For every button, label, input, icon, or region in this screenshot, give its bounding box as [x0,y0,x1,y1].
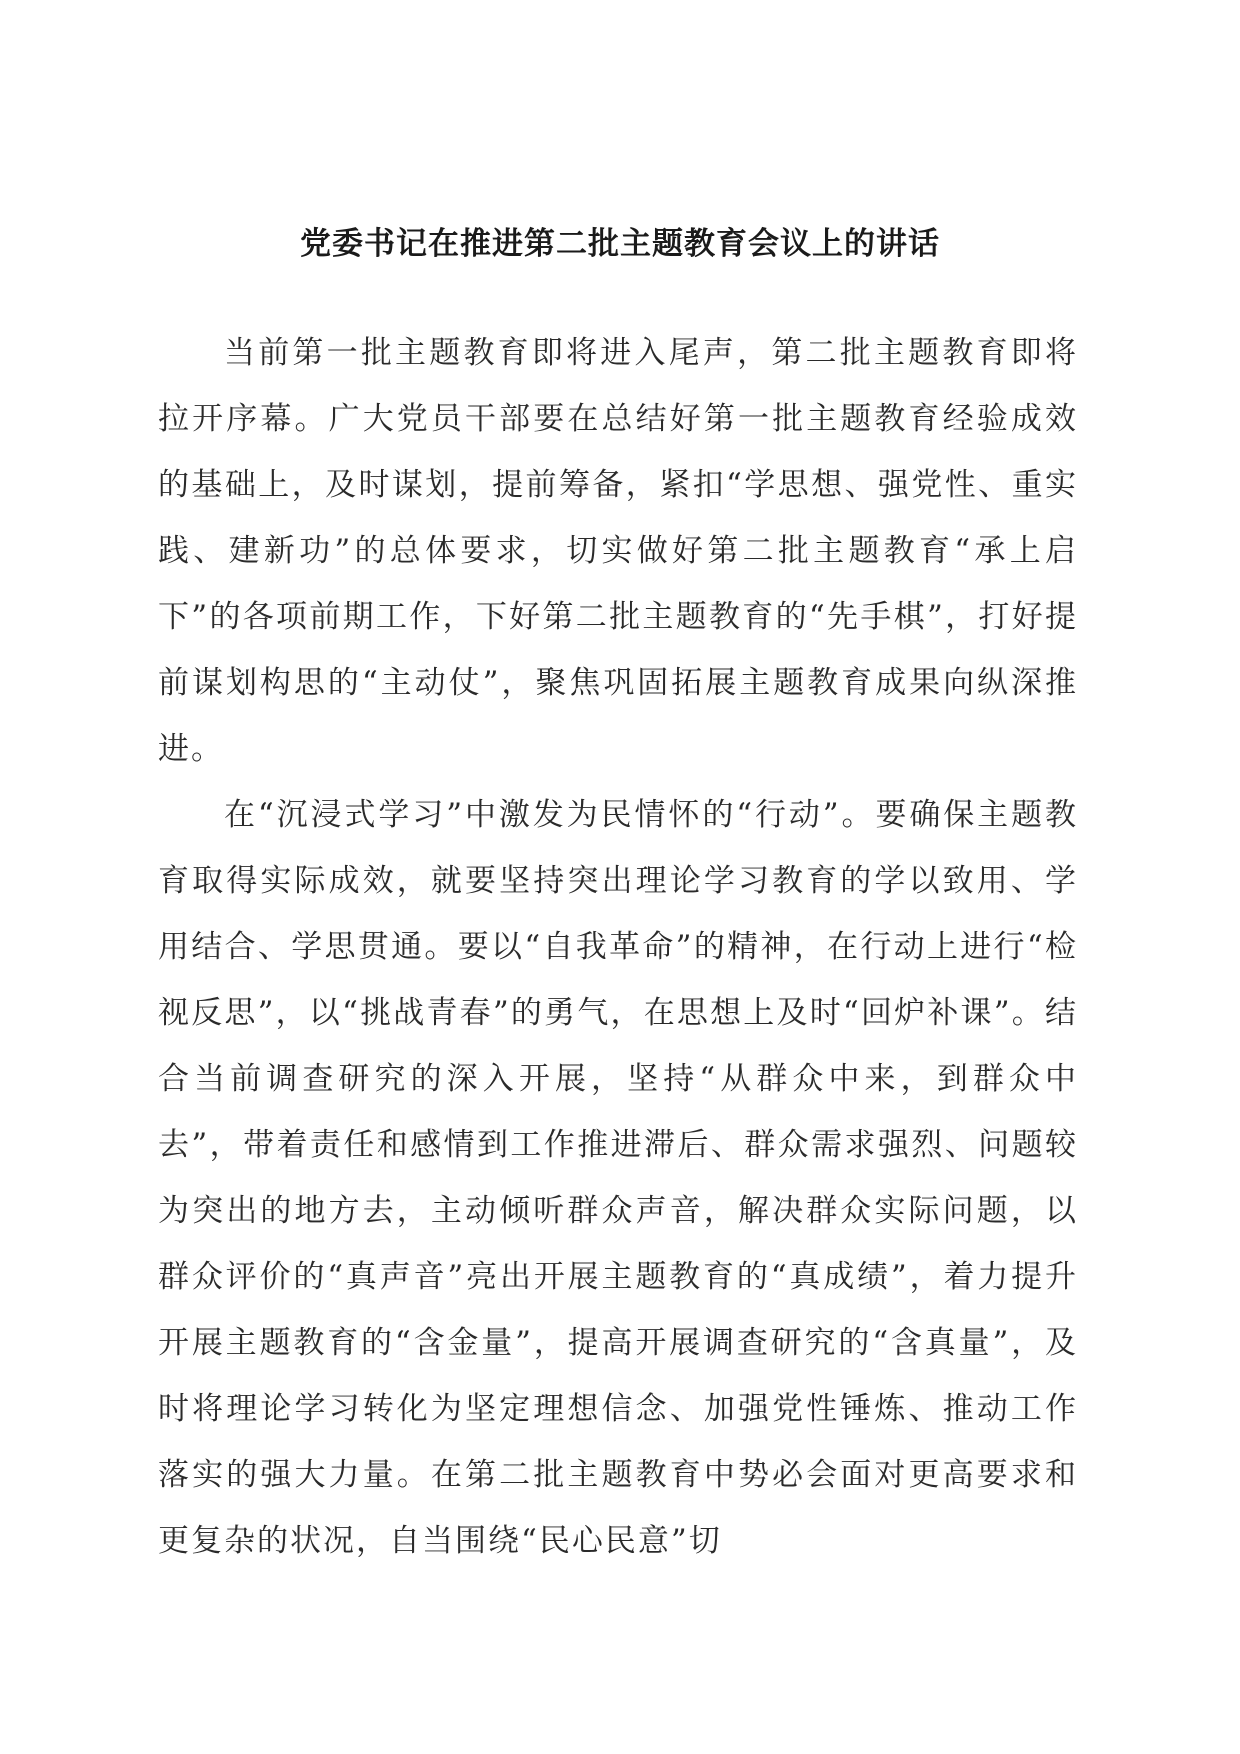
document-body [158,320,1078,1574]
document-title: 党委书记在推进第二批主题教育会议上的讲话 [300,226,940,262]
paragraph-1: 当前第一批主题教育即将进入尾声，第二批主题教育即将拉开序幕。广大党员干部要在总结好第一批主题教育经验成效的基础上，及时谋划，提前筹备，紧扣“学思想、强党性、重实践、建新功”的总体要求，切实做好第二批主题教育“承上启下”的各项前期工作，下好第二批主题教育的“先手棋”，打好提前谋划构思的“主动仗”，聚焦巩固拓展主题教育成果向纵深推进。 [158,335,1078,767]
paragraph-2: 在“沉浸式学习”中激发为民情怀的“行动”。要确保主题教育取得实际成效，就要坚持突出理论学习教育的学以致用、学用结合、学思贯通。要以“自我革命”的精神，在行动上进行“检视反思”，以“挑战青春”的勇气，在思想上及时“回炉补课”。结合当前调查研究的深入开展，坚持“从群众中来，到群众中去”，带着责任和感情到工作推进滞后、群众需求强烈、问题较为突出的地方去，主动倾听群众声音，解决群众实际问题，以群众评价的“真声音”亮出开展主题教育的“真成绩”，着力提升开展主题教育的“含金量”，提高开展调查研究的“含真量”，及时将理论学习转化为坚定理想信念、加强党性锤炼、推动工作落实的强大力量。在第二批主题教育中势必会面对更高要求和更复杂的状况，自当围绕“民心民意”切 [158,797,1078,1559]
